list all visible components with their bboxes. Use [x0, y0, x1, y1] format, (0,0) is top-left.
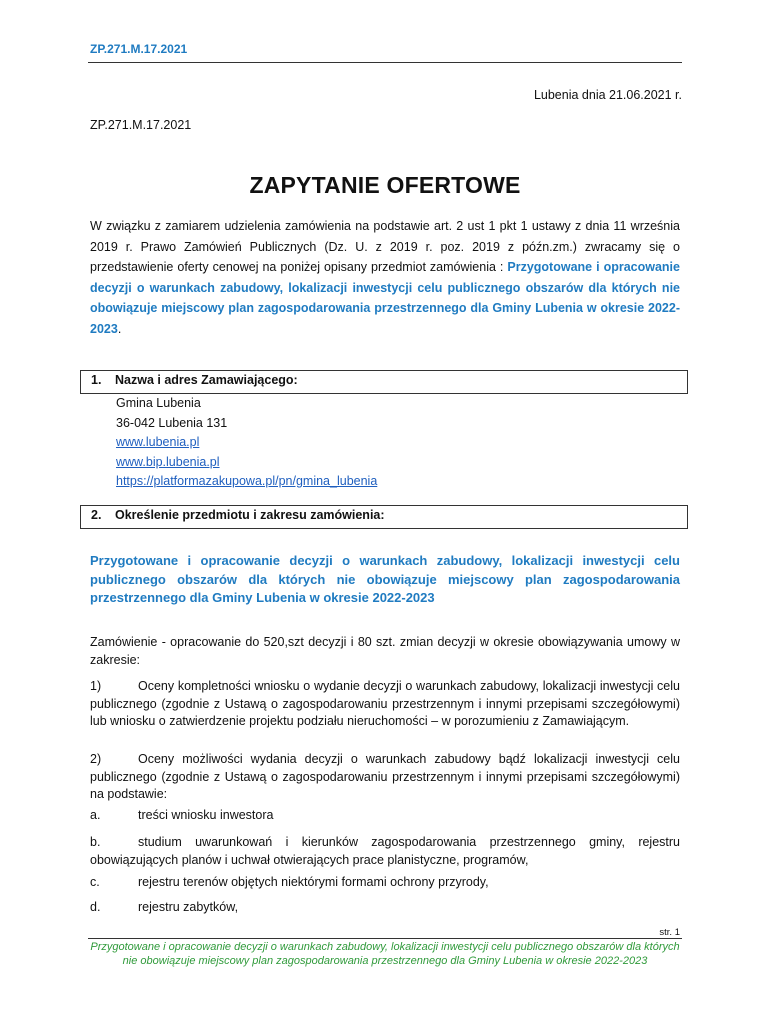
page-number: str. 1 — [659, 927, 680, 938]
link-website[interactable]: www.lubenia.pl — [116, 435, 200, 449]
section-2-box — [80, 505, 688, 529]
section-2-number: 2. — [91, 508, 102, 522]
sub-d-text: rejestru zabytków, — [138, 900, 239, 914]
sub-b-number: b. — [90, 835, 101, 849]
item-2-number: 2) — [90, 752, 102, 766]
section-1-number: 1. — [91, 373, 102, 387]
sub-b — [90, 834, 680, 869]
footer-divider — [88, 938, 682, 939]
section-2-label: Określenie przedmiotu i zakresu zamówienia: — [115, 508, 385, 522]
link-bip[interactable]: www.bip.lubenia.pl — [116, 454, 220, 469]
sub-b-text: studium uwarunkowań i kierunków zagospodarowania przestrzennego gminy, rejestru obowiązujących planów i uchwał otwierających prace planistyczne, programów, — [90, 835, 680, 867]
intro-text: W związku z zamiarem udzielenia zamówienia na podstawie art. 2 ust 1 pkt 1 ustawy z dnia 11 września 2019 r. Prawo Zamówień Publicznych (Dz. U. z 2019 r. poz. 2019 z późn.zm.) zwracamy się o przedstawienie oferty cenowej na poniżej opisany przedmiot zamówienia : — [90, 219, 680, 274]
item-1-number: 1) — [90, 679, 102, 693]
date-line: Lubenia dnia 21.06.2021 r. — [533, 88, 682, 102]
contracting-authority-address — [116, 394, 377, 492]
section-1-label: Nazwa i adres Zamawiającego: — [115, 373, 298, 387]
address-line-name: Gmina Lubenia — [116, 396, 201, 410]
reference-number: ZP.271.M.17.2021 — [90, 118, 192, 132]
sub-c-number: c. — [90, 875, 100, 889]
item-1 — [90, 678, 680, 731]
item-2 — [90, 751, 680, 804]
intro-highlight: Przygotowane i opracowanie decyzji o warunkach zabudowy, lokalizacji inwestycji celu publicznego obszarów dla których nie obowiązuje miejscowy plan zagospodarowania przestrzennego dla Gminy Lubenia w okresie 2022-2023 — [90, 260, 680, 336]
intro-end: . — [117, 321, 122, 336]
intro-paragraph — [90, 216, 680, 339]
sub-a-text: treści wniosku inwestora — [138, 808, 274, 822]
subject-heading: Przygotowane i opracowanie decyzji o warunkach zabudowy, lokalizacji inwestycji celu publicznego obszarów dla których nie obowiązuje miejscowy plan zagospodarowania przestrzennego dla Gminy Lubenia w okresie 2022-2023 — [90, 553, 680, 605]
footer-text: Przygotowane i opracowanie decyzji o warunkach zabudowy, lokalizacji inwestycji celu publicznego obszarów dla których nie obowiązuje miejscowy plan zagospodarowania przestrzennego dla Gminy Lubenia w okresie 2022-2023 — [90, 941, 680, 967]
section-1-box — [80, 370, 688, 394]
header-code: ZP.271.M.17.2021 — [90, 42, 188, 56]
link-platform[interactable]: https://platformazakupowa.pl/pn/gmina_lubenia — [116, 474, 378, 488]
item-2-text: Oceny możliwości wydania decyzji o warunkach zabudowy bądź lokalizacji inwestycji celu publicznego (zgodnie z Ustawą o zagospodarowaniu przestrzennym i innymi przepisami szczegółowymi) na podstawie: — [90, 752, 680, 801]
address-line-postal: 36-042 Lubenia 131 — [116, 415, 228, 430]
sub-a-number: a. — [90, 808, 101, 822]
header-divider — [88, 62, 682, 63]
sub-d-number: d. — [90, 900, 101, 914]
scope-intro: Zamówienie - opracowanie do 520,szt decyzji i 80 szt. zmian decyzji w okresie obowiązywania umowy w zakresie: — [90, 635, 680, 667]
document-title: ZAPYTANIE OFERTOWE — [249, 172, 521, 198]
item-1-text: Oceny kompletności wniosku o wydanie decyzji o warunkach zabudowy, lokalizacji inwestycji celu publicznego (zgodnie z Ustawą o zagospodarowaniu przestrzennym i innymi przepisami szczegółowymi) lub wniosku o zatwierdzenie projektu podziału nieruchomości – w porozumieniu z Zamawiającym. — [90, 679, 680, 728]
sub-c-text: rejestru terenów objętych niektórymi formami ochrony przyrody, — [138, 875, 489, 889]
